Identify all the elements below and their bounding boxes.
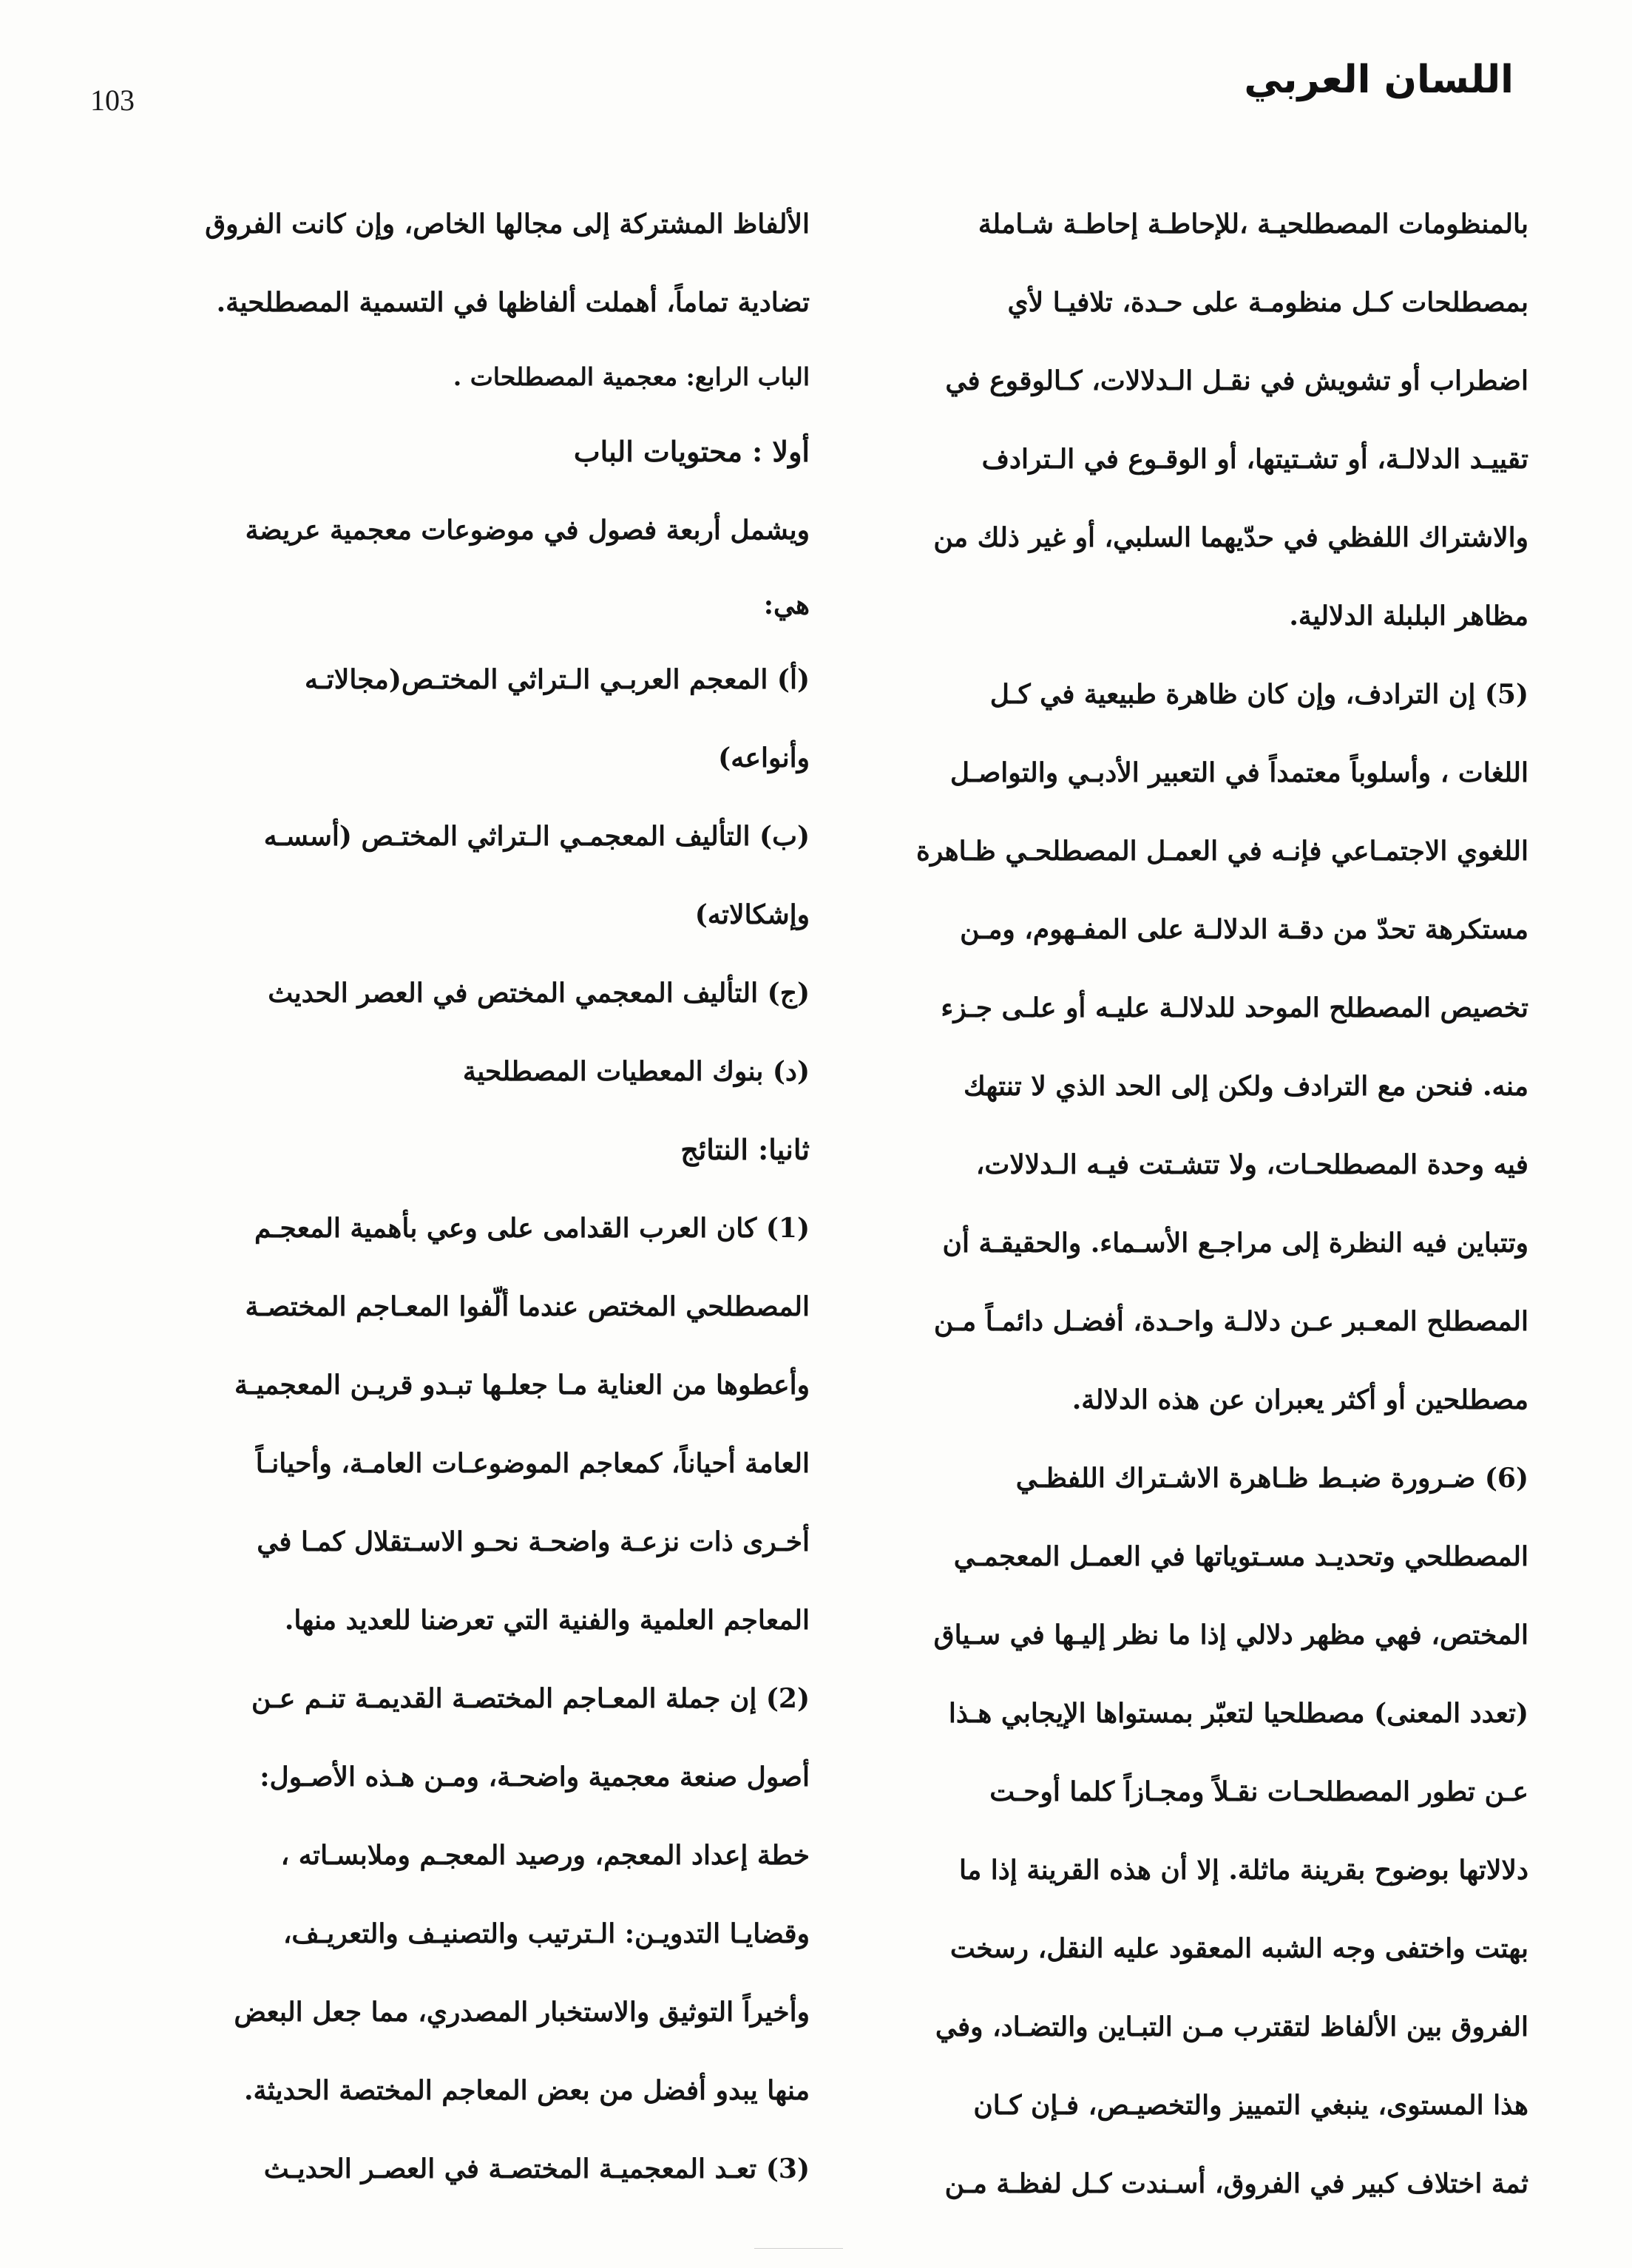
text-line: (6) ضـرورة ضبـط ظـاهرة الاشـتراك اللفظـي (1015, 1463, 1528, 1494)
text-line: دلالاتها بوضوح بقرينة ماثلة. إلا أن هذه القرينة إذا ما (958, 1855, 1528, 1886)
text-line: أصول صنعة معجمية واضحـة، ومـن هـذه الأصـول: (260, 1761, 810, 1793)
subsection-title: أولا : محتويات الباب (573, 435, 810, 468)
text-line: هي: (763, 589, 810, 620)
text-line: (1) كان العرب القدامى على وعي بأهمية المعجـم (254, 1213, 810, 1244)
list-item: (ب) التأليف المعجمـي الـتراثي المختـص (أسسـه (263, 821, 810, 852)
text-line: الفروق بين الألفاظ لتقترب مـن التبـاين والتضـاد، وفي (935, 2011, 1528, 2042)
text-line: مصطلحين أو أكثر يعبران عن هذه الدلالة. (1071, 1384, 1528, 1415)
text-line: منه. فنحن مع الترادف ولكن إلى الحد الذي لا تنتهك (964, 1071, 1528, 1102)
text-line: (2) إن جملة المعـاجم المختصـة القديمـة تنـم عـن (251, 1683, 810, 1714)
text-line: وقضايـا التدويـن: الـترتيب والتصنيـف والتعريـف، (282, 1918, 810, 1949)
text-line: مستكرهة تحدّ من دقـة الدلالـة على المفـهوم، ومـن (960, 914, 1528, 945)
text-line: بالمنظومات المصطلحيـة ،للإحاطـة إحاطـة شـاملة (978, 209, 1528, 240)
text-line: (5) إن الترادف، وإن كان ظاهرة طبيعية في كـل (989, 679, 1528, 710)
text-line: خطة إعداد المعجم، ورصيد المعجـم وملابسـاته ، (280, 1840, 810, 1871)
page-bottom-mark (754, 2248, 843, 2249)
text-line: المعاجم العلمية والفنية التي تعرضنا للعديد منها. (284, 1605, 810, 1636)
text-line: اللغات ، وأسلوباً معتمداً في التعبير الأدبـي والتواصـل (949, 757, 1528, 788)
text-line: عـن تطور المصطلحـات نقـلاً ومجـازاً كلما أوحـت (989, 1776, 1528, 1807)
text-line: وأعطوها من العناية مـا جعلـها تبـدو قريـن المعجميـة (234, 1370, 810, 1401)
text-line: اللغوي الاجتمـاعي فإنـه في العمـل المصطلحـي ظـاهرة (915, 836, 1528, 867)
section-title: الباب الرابع: معجمية المصطلحات . (453, 362, 810, 391)
text-line: تقييـد الدلالـة، أو تشـتيتها، أو الوقـوع في الـترادف (981, 444, 1528, 475)
page-number: 103 (90, 84, 135, 117)
text-line: هذا المستوى، ينبغي التمييز والتخصيـص، فـإن كـان (973, 2090, 1528, 2121)
right-column (841, 185, 1528, 2223)
text-line: وتتباين فيه النظرة إلى مراجـع الأسـماء. والحقيقـة أن (942, 1228, 1528, 1259)
text-line: بمصطلحات كـل منظومـة على حـدة، تلافيـا لأي (1007, 287, 1528, 318)
left-column (122, 185, 810, 2208)
text-line: المصطلحي وتحديـد مسـتوياتها في العمـل المعجمـي (953, 1541, 1528, 1572)
text-line: منها يبدو أفضل من بعض المعاجم المختصة الحديثة. (243, 2075, 810, 2106)
text-line: الألفاظ المشتركة إلى مجالها الخاص، وإن كانت الفروق (205, 209, 810, 240)
list-item: (د) بنوك المعطيات المصطلحية (462, 1056, 810, 1087)
list-item: (أ) المعجم العربـي الـتراثي المختـص(مجالاتـه (304, 664, 810, 695)
text-line: اضطراب أو تشويش في نقـل الـدلالات، كـالوقوع في (945, 365, 1528, 396)
list-item-continuation: وأنواعه) (718, 742, 810, 774)
text-line: بهتت واختفى وجه الشبه المعقود عليه النقل، رسخت (949, 1933, 1528, 1964)
text-line: تضادية تماماً، أهملت ألفاظها في التسمية المصطلحية. (216, 287, 810, 318)
text-line: أخـرى ذات نزعـة واضحـة نحـو الاسـتقلال كمـا في (257, 1526, 810, 1557)
text-line: والاشتراك اللفظي في حدّيهما السلبي، أو غير ذلك من (933, 522, 1528, 553)
text-line: مظاهر البلبلة الدلالية. (1289, 600, 1528, 632)
text-line: المصطلح المعـبر عـن دلالـة واحـدة، أفضـل دائمـاً مـن (933, 1306, 1528, 1337)
text-line: ويشمل أربعة فصول في موضوعات معجمية عريضة (245, 515, 810, 546)
text-line: فيه وحدة المصطلحـات، ولا تتشـتت فيـه الـدلالات، (975, 1149, 1528, 1180)
text-line: العامة أحياناً، كمعاجم الموضوعـات العامـة، وأحيانـاً (255, 1448, 810, 1479)
text-line: المختص، فهي مظهر دلالي إذا ما نظر إليـها في سـياق (933, 1619, 1528, 1651)
text-line: وأخيراً التوثيق والاستخبار المصدري، مما جعل البعض (234, 1997, 810, 2028)
list-item-continuation: وإشكالاته) (694, 899, 810, 930)
text-line: (3) تعـد المعجميـة المختصـة في العصـر الحديـث (263, 2153, 810, 2184)
text-line: (تعدد المعنى) مصطلحيا لتعبّر بمستواها الإيجابي هـذا (948, 1698, 1528, 1729)
text-line: ثمة اختلاف كبير في الفروق، أسـندت كـل لفظـة مـن (944, 2168, 1528, 2199)
journal-title: اللسان العربي (1244, 58, 1514, 102)
text-line: تخصيص المصطلح الموحد للدلالـة عليـه أو علـى جـزء (941, 992, 1528, 1023)
text-line: المصطلحي المختص عندما ألّفوا المعـاجم المختصـة (245, 1291, 810, 1322)
subsection-title: ثانيا: النتائج (680, 1133, 810, 1166)
list-item: (ج) التأليف المعجمي المختص في العصر الحديث (268, 978, 810, 1009)
